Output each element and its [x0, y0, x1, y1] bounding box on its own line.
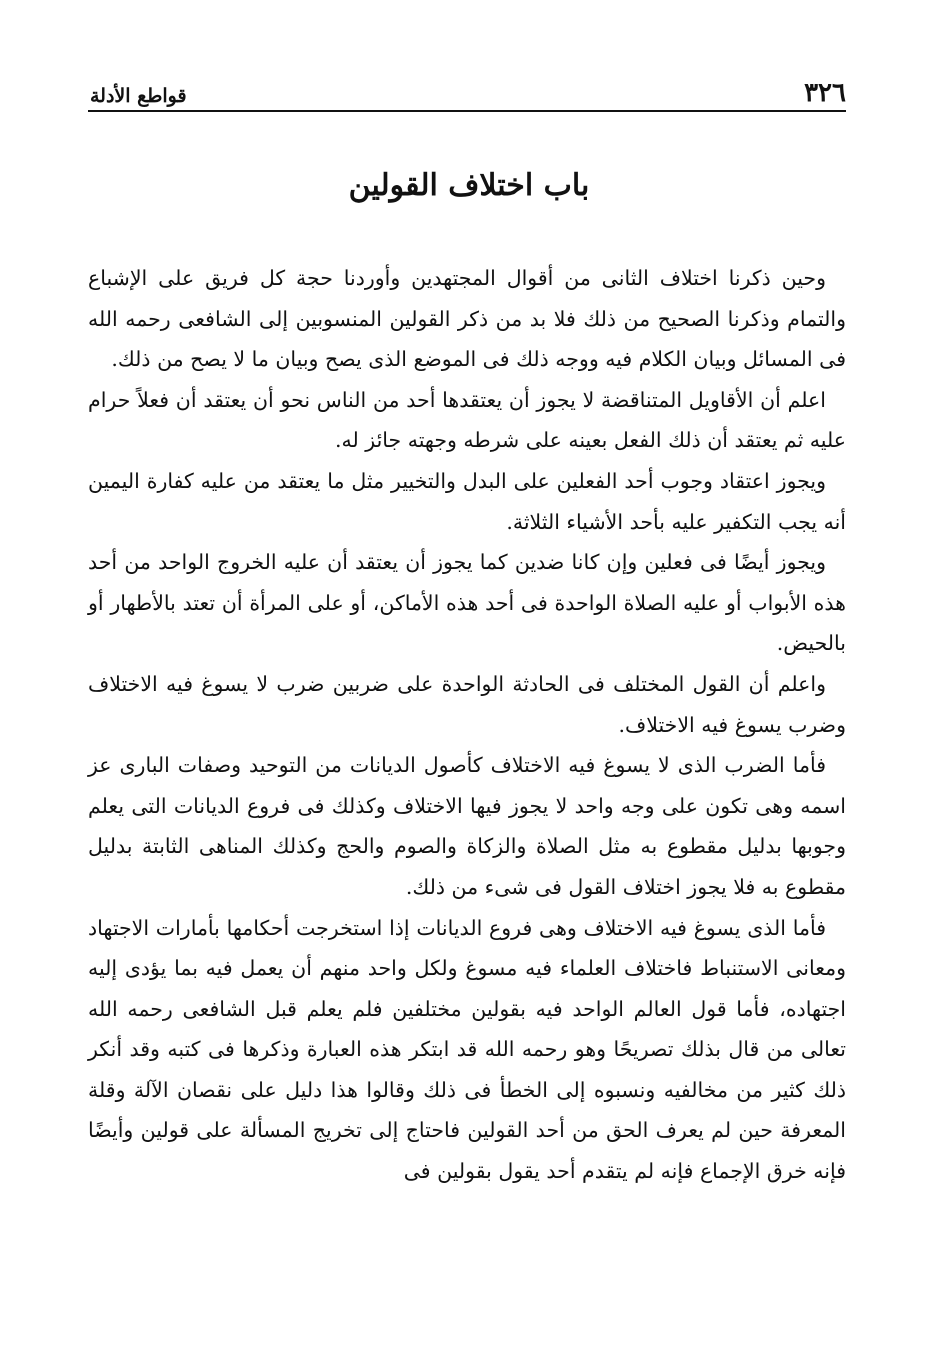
- chapter-title: باب اختلاف القولين: [348, 168, 590, 203]
- running-title: قواطع الأدلة: [90, 85, 187, 107]
- paragraph-two-kinds: واعلم أن القول المختلف فى الحادثة الواحدة على ضربين ضرب لا يسوغ فيه الاختلاف وضرب يسوغ فيه الاختلاف.: [88, 671, 846, 737]
- paragraph-permissible-difference: فأما الذى يسوغ فيه الاختلاف وهى فروع الديانات إذا استخرجت أحكامها بأمارات الاجتهاد ومعانى الاستنباط فاختلاف العلماء فيه مسوغ ولكل واحد منهم أن يعمل فيه بما يؤدى إليه اجتهاده، فأما قول العالم الواحد فيه بقولين مختلفين فلم يعلم قبل الشافعى رحمه الله تعالى من قال بذلك تصريحًا وهو رحمه الله قد ابتكر هذه العبارة وذكرها فى كتبه وقد أنكر ذلك كثير من مخالفيه ونسبوه إلى الخطأ فى ذلك وقالوا هذا دليل على نقصان الآلة وقلة المعرفة حين لم يعرف الحق من أحد القولين فاحتاج إلى تخريج المسألة على قولين وأيضًا فإنه خرق الإجماع فإنه لم يتقدم أحد يقول بقولين فى: [88, 915, 846, 1184]
- header-divider: [88, 110, 846, 112]
- page-header: [90, 66, 846, 106]
- body-text: [88, 258, 846, 1192]
- paragraph-impermissible-difference: فأما الضرب الذى لا يسوغ فيه الاختلاف كأصول الديانات من التوحيد وصفات البارى عز اسمه وهى تكون على وجه واحد لا يجوز فيها الاختلاف وكذلك فى فروع الديانات التى يعلم وجوبها بدليل مقطوع به مثل الصلاة والزكاة والصوم والحج وكذلك المناهى الثابتة بدليل مقطوع به فلا يجوز اختلاف القول فى شىء من ذلك.: [88, 753, 846, 899]
- paragraph-opposite-acts: ويجوز أيضًا فى فعلين وإن كانا ضدين كما يجوز أن يعتقد أن عليه الخروج الواحد من أحد هذه الأبواب أو عليه الصلاة الواحدة فى أحد هذه الأماكن، أو على المرأة أن تعتد بالأطهار أو بالحيض.: [88, 550, 846, 656]
- paragraph-alternative-obligation: ويجوز اعتقاد وجوب أحد الفعلين على البدل والتخيير مثل ما يعتقد من عليه كفارة اليمين أنه يجب التكفير عليه بأحد الأشياء الثلاثة.: [88, 468, 846, 534]
- paragraph-intro: وحين ذكرنا اختلاف الثانى من أقوال المجتهدين وأوردنا حجة كل فريق على الإشباع والتمام وذكرنا الصحيح من ذلك فلا بد من ذكر القولين المنسوبين إلى الشافعى رحمه الله فى المسائل وبيان الكلام فيه ووجه ذلك فى الموضع الذى يصح وبيان ما لا يصح من ذلك.: [88, 266, 846, 372]
- paragraph-contradictory-sayings: اعلم أن الأقاويل المتناقضة لا يجوز أن يعتقدها أحد من الناس نحو أن يعتقد أن فعلاً حرام عليه ثم يعتقد أن ذلك الفعل بعينه على شرطه وجهته جائز له.: [88, 387, 846, 453]
- page-number: ٣٢٦: [804, 78, 846, 108]
